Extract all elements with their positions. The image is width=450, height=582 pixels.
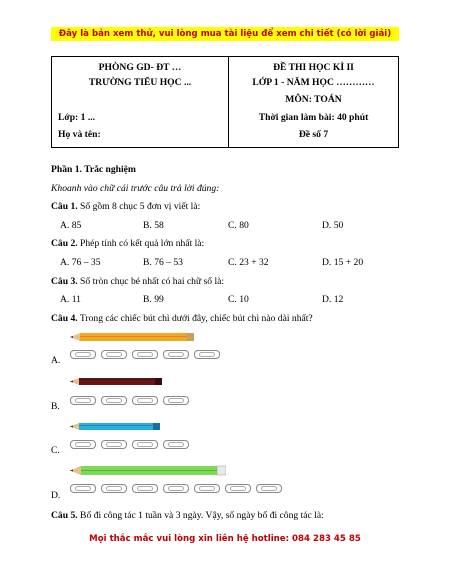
preview-banner: Đây là bản xem thử, vui lòng mua tài liệu để xem chi tiết (có lời giải) bbox=[51, 27, 399, 41]
exam-subject: MÔN: TOÁN bbox=[285, 94, 342, 105]
paperclip-icon bbox=[163, 484, 189, 493]
question-5 bbox=[51, 510, 324, 521]
q2-option-a[interactable]: A. 76 – 35 bbox=[60, 257, 101, 268]
paperclip-icon bbox=[70, 350, 96, 359]
pencil-b-image bbox=[70, 377, 162, 386]
school-dept: PHÒNG GD- ĐT … bbox=[98, 62, 182, 73]
q2-option-b[interactable]: B. 76 – 53 bbox=[143, 257, 183, 268]
q4-option-c[interactable]: C. bbox=[51, 445, 60, 456]
instruction: Khoanh vào chữ cái trước câu trả lời đúng: bbox=[51, 183, 220, 194]
paperclip-icon bbox=[70, 440, 96, 449]
paperclip-icon bbox=[163, 350, 189, 359]
exam-title: ĐỀ THI HỌC KÌ II bbox=[273, 62, 354, 73]
question-text: Số gồm 8 chục 5 đơn vị viết là: bbox=[77, 201, 201, 212]
clip-ruler-b bbox=[70, 396, 189, 405]
pencil-a-image bbox=[70, 332, 194, 342]
exam-time: Thời gian làm bài: 40 phút bbox=[258, 112, 369, 123]
question-4 bbox=[51, 313, 313, 324]
q4-option-d[interactable]: D. bbox=[51, 490, 61, 501]
paperclip-icon bbox=[132, 484, 158, 493]
paperclip-icon bbox=[194, 484, 220, 493]
clip-ruler-c bbox=[70, 440, 189, 449]
q1-option-a[interactable]: A. 85 bbox=[60, 220, 82, 231]
q3-option-b[interactable]: B. 99 bbox=[143, 294, 164, 305]
paperclip-icon bbox=[194, 350, 220, 359]
question-label: Câu 2. bbox=[51, 238, 78, 249]
q3-option-d[interactable]: D. 12 bbox=[322, 294, 344, 305]
paperclip-icon bbox=[256, 484, 282, 493]
question-text: Bố đi công tác 1 tuần và 3 ngày. Vậy, số ngày bố đi công tác là: bbox=[77, 510, 324, 521]
question-label: Câu 5. bbox=[51, 510, 78, 521]
question-text: Số tròn chục bé nhất có hai chữ số là: bbox=[77, 276, 225, 287]
paperclip-icon bbox=[132, 350, 158, 359]
exam-year: LỚP 1 - NĂM HỌC ………… bbox=[252, 77, 375, 88]
clip-ruler-a bbox=[70, 350, 220, 359]
q1-option-d[interactable]: D. 50 bbox=[322, 220, 344, 231]
q1-option-c[interactable]: C. 80 bbox=[228, 220, 249, 231]
paperclip-icon bbox=[101, 440, 127, 449]
paperclip-icon bbox=[70, 396, 96, 405]
paperclip-icon bbox=[132, 440, 158, 449]
q2-option-d[interactable]: D. 15 + 20 bbox=[322, 257, 364, 268]
q1-option-b[interactable]: B. 58 bbox=[143, 220, 164, 231]
question-1 bbox=[51, 201, 200, 212]
paperclip-icon bbox=[101, 350, 127, 359]
pencil-d-image bbox=[70, 465, 226, 476]
clip-ruler-d bbox=[70, 484, 282, 493]
question-label: Câu 1. bbox=[51, 201, 78, 212]
paperclip-icon bbox=[101, 396, 127, 405]
q4-option-a[interactable]: A. bbox=[51, 355, 61, 366]
q3-option-c[interactable]: C. 10 bbox=[228, 294, 249, 305]
exam-code: Đề số 7 bbox=[298, 129, 329, 140]
paperclip-icon bbox=[163, 440, 189, 449]
hotline-footer: Mọi thắc mắc vui lòng xin liên hệ hotline: 084 283 45 85 bbox=[89, 534, 361, 544]
paperclip-icon bbox=[225, 484, 251, 493]
class-field: Lớp: 1 ... bbox=[58, 112, 96, 123]
question-label: Câu 4. bbox=[51, 313, 78, 324]
q4-option-b[interactable]: B. bbox=[51, 401, 60, 412]
paperclip-icon bbox=[132, 396, 158, 405]
name-field: Họ và tên: bbox=[58, 129, 101, 140]
question-label: Câu 3. bbox=[51, 276, 78, 287]
school-name: TRƯỜNG TIỂU HỌC ... bbox=[88, 77, 192, 88]
paperclip-icon bbox=[163, 396, 189, 405]
section-title: Phần 1. Trắc nghiệm bbox=[51, 164, 136, 175]
q3-option-a[interactable]: A. 11 bbox=[60, 294, 81, 305]
question-2 bbox=[51, 238, 204, 249]
paperclip-icon bbox=[101, 484, 127, 493]
q2-option-c[interactable]: C. 23 + 32 bbox=[228, 257, 269, 268]
pencil-c-image bbox=[70, 422, 160, 431]
question-text: Trong các chiếc bút chì dưới đây, chiếc bút chì nào dài nhất? bbox=[77, 313, 313, 324]
question-text: Phép tính có kết quả lớn nhất là: bbox=[77, 238, 205, 249]
question-3 bbox=[51, 276, 224, 287]
exam-header bbox=[51, 56, 399, 148]
paperclip-icon bbox=[70, 484, 96, 493]
